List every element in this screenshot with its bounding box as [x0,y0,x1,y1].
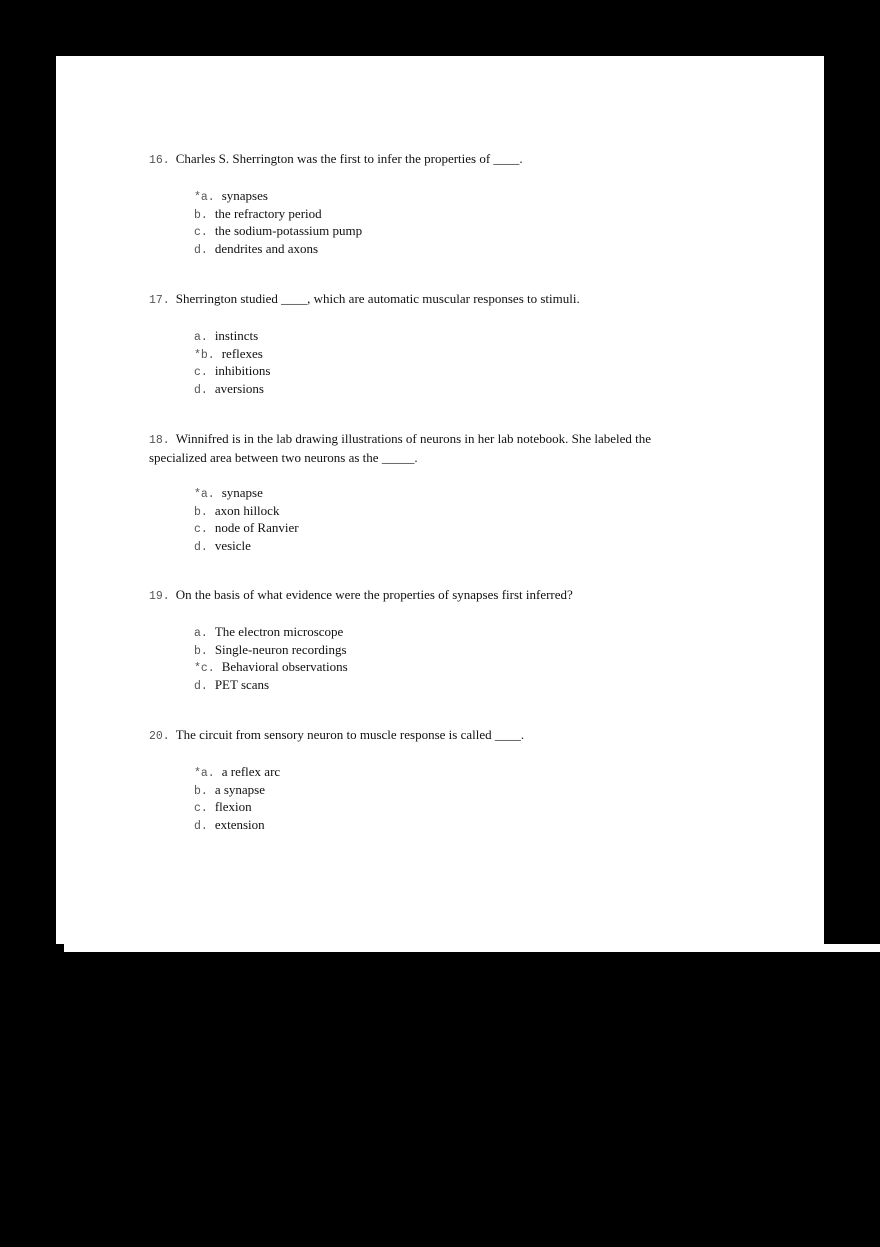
question-text: Charles S. Sherrington was the first to infer the properties of ____. [175,151,523,166]
option-letter: *a. [194,767,215,780]
option-letter: a. [194,331,208,344]
question-number: 20. [149,730,170,743]
question-text: The circuit from sensory neuron to muscle response is called ____. [175,727,525,742]
option-text: aversions [214,380,264,396]
answer-option-a [194,187,709,205]
option-text: Single-neuron recordings [214,641,347,657]
answer-option-c [194,362,709,380]
answer-options [149,763,709,833]
question-16 [149,150,709,257]
option-text: Behavioral observations [221,659,348,675]
option-letter: d. [194,819,208,833]
question-text: Sherrington studied ____, which are automatic muscular responses to stimuli. [175,291,580,306]
option-letter: *b. [194,348,215,362]
answer-option-c [194,798,709,816]
answer-options [149,623,709,693]
answer-option-b [194,205,709,223]
option-letter: d. [194,243,208,257]
option-letter: b. [194,784,208,798]
option-letter: d. [194,383,208,397]
question-text: Winnifred is in the lab drawing illustrations of neurons in her lab notebook. She labeled the specialized area between two neurons as the _____. [149,431,652,465]
question-17 [149,290,709,397]
question-number: 18. [149,434,170,447]
answer-option-d [194,676,709,694]
question-text: On the basis of what evidence were the properties of synapses first inferred? [175,587,573,602]
option-text: flexion [214,799,252,815]
option-letter: d. [194,679,208,693]
answer-option-d [194,240,709,258]
option-text: inhibitions [214,363,271,379]
option-letter: *a. [194,488,215,501]
option-letter: b. [194,644,208,658]
option-text: reflexes [221,345,263,361]
answer-option-b [194,781,709,799]
question-19 [149,586,709,693]
answer-option-c [194,658,709,676]
answer-option-d [194,816,709,834]
option-letter: b. [194,208,208,222]
question-stem [149,726,709,745]
option-text: a synapse [214,781,265,797]
question-18 [149,430,694,554]
answer-option-d [194,537,694,555]
option-letter: c. [194,523,208,537]
option-text: vesicle [214,537,251,553]
option-letter: b. [194,505,208,519]
option-text: The electron microscope [214,624,344,639]
option-text: PET scans [214,676,270,692]
option-text: instincts [214,328,259,343]
option-letter: d. [194,540,208,554]
answer-options [149,327,709,397]
answer-option-c [194,519,694,537]
answer-option-b [194,345,709,363]
option-text: the sodium-potassium pump [214,223,363,239]
option-text: axon hillock [214,502,280,518]
answer-option-d [194,380,709,398]
question-number: 19. [149,590,170,603]
question-stem [149,150,709,169]
answer-options [149,484,694,554]
option-letter: c. [194,366,208,380]
option-text: extension [214,816,265,832]
question-stem [149,586,709,605]
option-letter: c. [194,226,208,240]
option-letter: *c. [194,662,215,676]
answer-option-c [194,222,709,240]
option-letter: *a. [194,191,215,204]
question-number: 17. [149,294,170,307]
answer-options [149,187,709,257]
option-text: dendrites and axons [214,240,319,256]
answer-option-a [194,484,694,502]
answer-option-a [194,327,709,345]
page-edge-strip [64,944,880,952]
answer-option-a [194,763,709,781]
option-text: synapses [221,188,268,203]
question-stem [149,430,694,466]
question-20 [149,726,709,833]
answer-option-b [194,641,709,659]
answer-option-b [194,502,694,520]
option-text: node of Ranvier [214,520,299,536]
question-number: 16. [149,154,170,167]
option-text: a reflex arc [221,764,281,779]
question-stem [149,290,709,309]
option-text: the refractory period [214,205,322,221]
answer-option-a [194,623,709,641]
option-text: synapse [221,485,263,500]
option-letter: c. [194,802,208,816]
option-letter: a. [194,627,208,640]
